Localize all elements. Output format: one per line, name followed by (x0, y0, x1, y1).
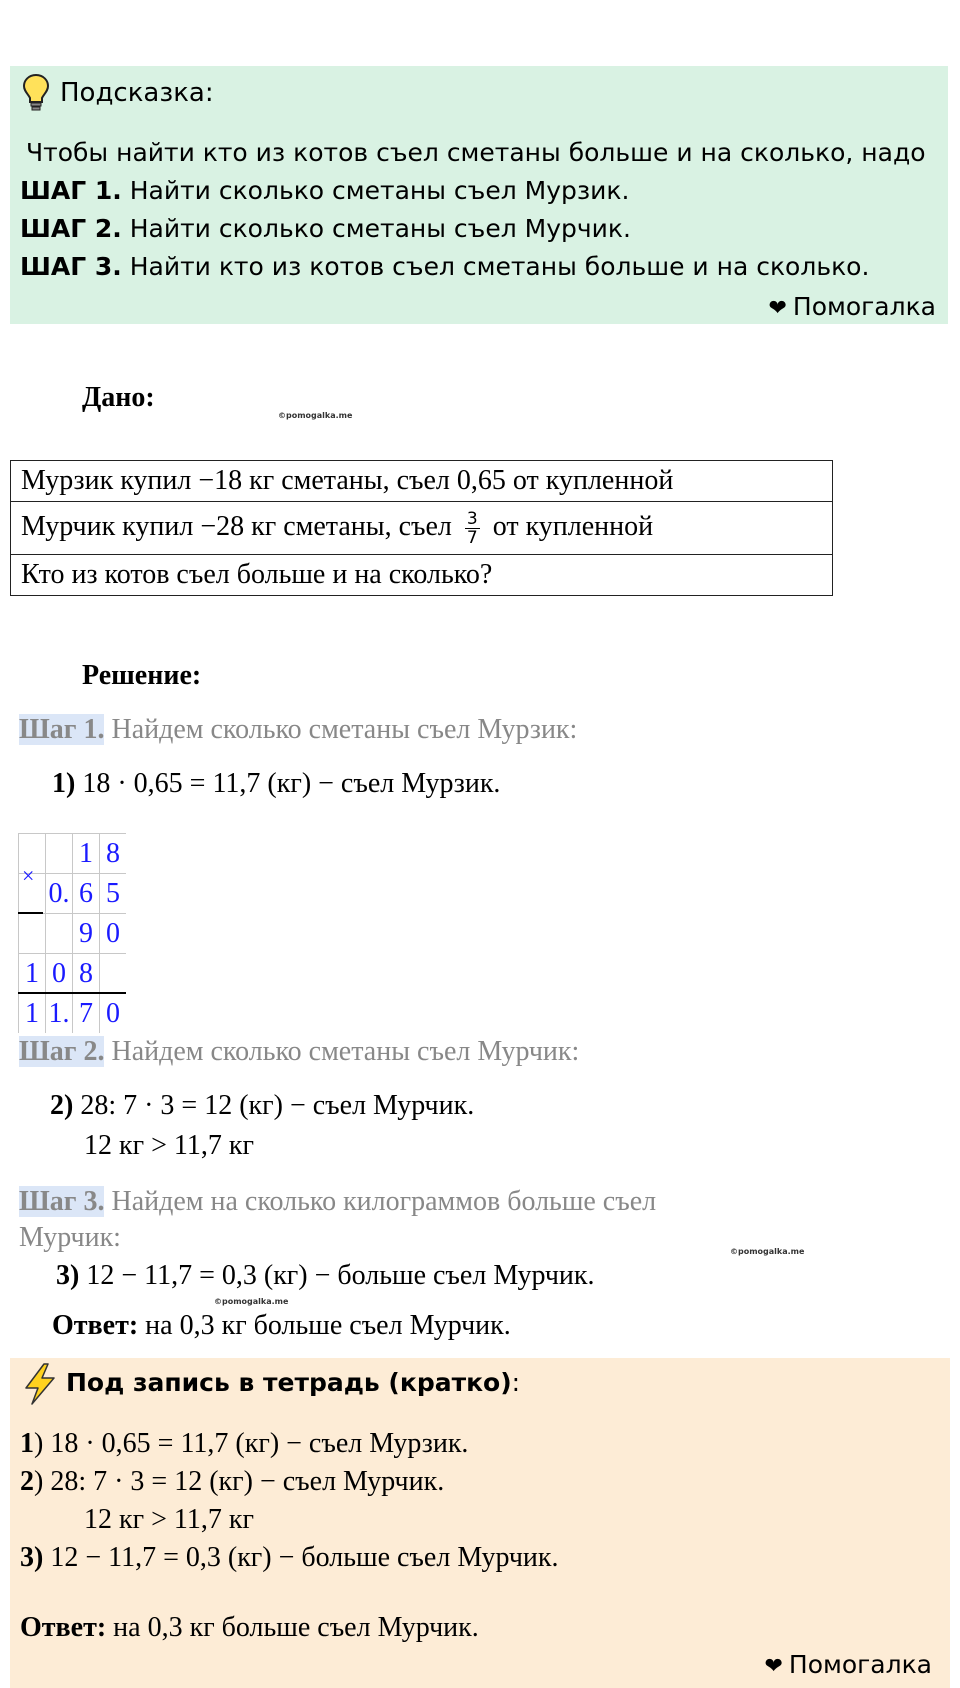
signature-text: Помогалка (788, 1650, 932, 1679)
calc-cell: 0 (99, 913, 126, 953)
heart-icon: ❤ (764, 1654, 783, 1679)
hint-step-label: ШАГ 1. (20, 176, 122, 205)
step-1-label: Шаг 1. (19, 714, 105, 745)
calc-cell (45, 913, 72, 953)
hint-step-3 (20, 248, 869, 286)
table-row (11, 555, 833, 596)
hint-box (10, 66, 948, 324)
notes-line-2 (20, 1466, 444, 1498)
table-row (11, 502, 833, 555)
given-row-1: Мурзик купил −18 кг сметаны, съел 0,65 от купленной (11, 461, 833, 502)
notes-title-colon: : (511, 1368, 521, 1397)
equation-number: 1) (52, 768, 76, 799)
step-1-text: Найдем сколько сметаны съел Мурзик: (104, 714, 578, 745)
signature-text: Помогалка (792, 292, 936, 321)
calc-cell: 8 (99, 833, 126, 873)
notes-title-text: Под запись в тетрадь (кратко) (66, 1368, 512, 1397)
notes-title (66, 1368, 520, 1397)
table-row (11, 461, 833, 502)
equation-text: ) 28: 7 · 3 = 12 (кг) − съел Мурчик. (34, 1466, 445, 1497)
calc-cell: 6 (72, 873, 99, 913)
comparison: 12 кг > 11,7 кг (84, 1130, 254, 1161)
notes-line-1 (20, 1428, 468, 1460)
calc-cell: 0 (99, 993, 126, 1033)
equation-number: 2) (50, 1090, 74, 1121)
calc-cell (45, 833, 72, 873)
equation-3 (56, 1260, 594, 1292)
hint-title: Подсказка: (60, 78, 214, 108)
given-title: Дано: (82, 382, 155, 413)
given-row-3: Кто из котов съел больше и на сколько? (11, 555, 833, 596)
lightbulb-icon (20, 72, 52, 112)
notes-comparison: 12 кг > 11,7 кг (84, 1504, 254, 1535)
answer-text: на 0,3 кг больше съел Мурчик. (138, 1310, 511, 1341)
hint-intro: Чтобы найти кто из котов съел сметаны больше и на сколько, надо (26, 138, 926, 167)
step-3-line (19, 1186, 656, 1218)
notes-signature (764, 1650, 932, 1679)
watermark: ©pomogalka.me (214, 1297, 289, 1306)
step-3-label: Шаг 3. (19, 1186, 105, 1217)
calc-result-line (18, 992, 126, 994)
hint-step-text: Найти кто из котов съел сметаны больше и на сколько. (121, 252, 870, 281)
equation-number: 3) (20, 1542, 44, 1573)
calc-cell: 8 (72, 953, 99, 993)
calc-cell: 0 (45, 953, 72, 993)
calc-cell (99, 953, 126, 993)
hint-step-text: Найти сколько сметаны съел Мурзик. (121, 176, 630, 205)
hint-step-label: ШАГ 3. (20, 252, 122, 281)
hint-signature (768, 288, 936, 328)
equation-text: ) 18 · 0,65 = 11,7 (кг) − съел Мурзик. (34, 1428, 469, 1459)
calc-cell: 9 (72, 913, 99, 953)
calc-cell: 1 (18, 953, 45, 993)
equation-text: 18 · 0,65 = 11,7 (кг) − съел Мурзик. (75, 768, 501, 799)
equation-text: 12 − 11,7 = 0,3 (кг) − больше съел Мурчик. (79, 1260, 595, 1291)
hint-step-label: ШАГ 2. (20, 214, 122, 243)
step-1-line (19, 714, 577, 746)
equation-number: 2 (20, 1466, 34, 1497)
answer-line (52, 1310, 511, 1342)
hint-step-text: Найти сколько сметаны съел Мурчик. (121, 214, 631, 243)
equation-2 (50, 1090, 474, 1122)
multiply-sign: × (22, 863, 35, 888)
answer-label: Ответ: (52, 1310, 139, 1341)
equation-text: 12 − 11,7 = 0,3 (кг) − больше съел Мурчик. (43, 1542, 559, 1573)
step-2-label: Шаг 2. (19, 1036, 105, 1067)
given-row-2-tail: от купленной (485, 510, 654, 542)
watermark: ©pomogalka.me (278, 411, 353, 420)
calc-cell: 1. (45, 993, 72, 1033)
given-row-2-text: Мурчик купил −28 кг сметаны, съел (21, 510, 459, 542)
calc-cell: 5 (99, 873, 126, 913)
notes-line-3 (20, 1542, 558, 1574)
calc-underline-sign (18, 912, 43, 914)
solution-title: Решение: (82, 660, 202, 691)
notebook-summary-box (10, 1358, 950, 1688)
step-2-line (19, 1036, 579, 1068)
hint-step-1 (20, 172, 629, 210)
watermark: ©pomogalka.me (730, 1247, 805, 1256)
calc-cell: 7 (72, 993, 99, 1033)
equation-text: 28: 7 · 3 = 12 (кг) − съел Мурчик. (73, 1090, 475, 1121)
step-2-text: Найдем сколько сметаны съел Мурчик: (104, 1036, 580, 1067)
fraction (465, 510, 480, 547)
answer-text: на 0,3 кг больше съел Мурчик. (106, 1612, 479, 1643)
given-row-2 (11, 502, 833, 555)
equation-number: 3) (56, 1260, 80, 1291)
hint-step-2 (20, 210, 631, 248)
given-table (10, 460, 833, 596)
calc-cell: 0. (45, 873, 72, 913)
notes-answer (20, 1612, 479, 1644)
step-3-line-2: Мурчик: (19, 1222, 121, 1253)
step-3-text: Найдем на сколько килограммов больше съел (104, 1186, 657, 1217)
calc-cell (18, 913, 45, 953)
calc-cell: 1 (72, 833, 99, 873)
lightning-icon (20, 1362, 60, 1406)
fraction-denominator: 7 (466, 527, 478, 548)
equation-1 (52, 768, 500, 800)
equation-number: 1 (20, 1428, 34, 1459)
answer-label: Ответ: (20, 1612, 107, 1643)
fraction-numerator: 3 (466, 508, 478, 529)
calc-cell: 1 (18, 993, 45, 1033)
heart-icon: ❤ (768, 296, 787, 321)
